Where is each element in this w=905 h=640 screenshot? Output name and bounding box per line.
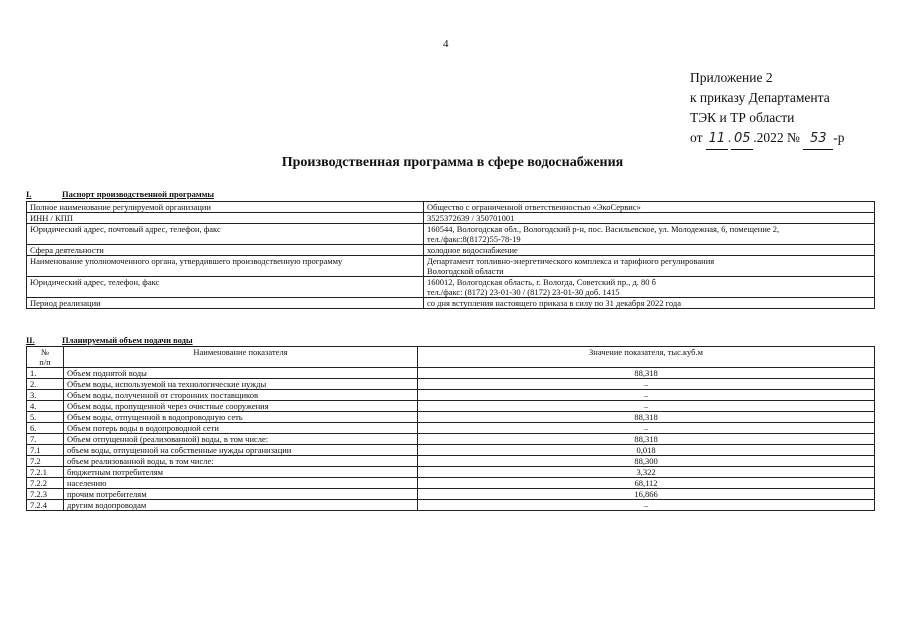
table-row [27, 489, 875, 500]
passport-value [424, 277, 875, 298]
table-row [27, 390, 875, 401]
row-number: 2. [27, 379, 64, 390]
passport-label: Полное наименование регулируемой организации [27, 202, 424, 213]
passport-value-line: тел./факс:8(8172)55-78-19 [427, 234, 521, 244]
passport-value [424, 224, 875, 245]
row-number: 5. [27, 412, 64, 423]
row-value: 0,018 [418, 445, 875, 456]
table-header-row [27, 347, 875, 368]
table-row [27, 478, 875, 489]
row-name: другим водопроводам [64, 500, 418, 511]
row-name: Объем воды, отпущенной в водопроводную сеть [64, 412, 418, 423]
row-number: 7.2.3 [27, 489, 64, 500]
page-number: 4 [443, 38, 449, 50]
passport-value [424, 245, 875, 256]
table-row [27, 224, 875, 245]
date-day: 11 [706, 129, 728, 150]
passport-label: Наименование уполномоченного органа, утвердившего производственную программу [27, 256, 424, 277]
date-prefix: от [690, 130, 703, 145]
section-1-heading [26, 189, 214, 199]
row-value: – [418, 423, 875, 434]
table-row [27, 245, 875, 256]
row-name: Объем воды, используемой на технологические нужды [64, 379, 418, 390]
section-1-number: I. [26, 189, 32, 199]
table-row [27, 456, 875, 467]
row-number: 7.2 [27, 456, 64, 467]
appendix-line-3: ТЭК и ТР области [690, 110, 795, 125]
table-row [27, 434, 875, 445]
section-2-title: Планируемый объем подачи воды [62, 335, 193, 345]
row-number: 7.2.2 [27, 478, 64, 489]
header-name: Наименование показателя [64, 347, 418, 368]
passport-value-line: Департамент топливно-энергетического комплекса и тарифного регулирования [427, 256, 715, 266]
row-number: 6. [27, 423, 64, 434]
passport-value-line: 160544, Вологодская обл., Вологодский р-н, пос. Васильевское, ул. Молодежная, 6, помещение 2, [427, 224, 780, 234]
table-row [27, 412, 875, 423]
table-row [27, 500, 875, 511]
passport-value-line: холодное водоснабжение [427, 245, 518, 255]
row-value: – [418, 500, 875, 511]
row-value: 88,318 [418, 434, 875, 445]
passport-label: Сфера деятельности [27, 245, 424, 256]
row-number: 3. [27, 390, 64, 401]
passport-value-line: 160012, Вологодская область, г. Вологда, Советский пр., д. 80 б [427, 277, 657, 287]
appendix-line-1: Приложение 2 [690, 70, 773, 85]
table-row [27, 379, 875, 390]
row-number: 4. [27, 401, 64, 412]
water-volume-table [26, 346, 875, 511]
order-suffix: -р [833, 130, 845, 145]
row-value: 88,318 [418, 368, 875, 379]
passport-value-line: Вологодской области [427, 266, 504, 276]
table-row [27, 368, 875, 379]
row-name: объем реализованной воды, в том числе: [64, 456, 418, 467]
appendix-line-2: к приказу Департамента [690, 90, 830, 105]
table-row [27, 298, 875, 309]
row-value: – [418, 390, 875, 401]
passport-label: Юридический адрес, телефон, факс [27, 277, 424, 298]
order-number: 53 [803, 129, 833, 150]
row-value: – [418, 379, 875, 390]
passport-value [424, 256, 875, 277]
appendix-block [690, 68, 845, 150]
table-row [27, 202, 875, 213]
section-1-title: Паспорт производственной программы [62, 189, 215, 199]
passport-value [424, 298, 875, 309]
passport-label: Юридический адрес, почтовый адрес, телефон, факс [27, 224, 424, 245]
appendix-date-line: от 11 . 05 .2022 № 53 -р [690, 128, 845, 150]
section-2-heading [26, 335, 193, 345]
row-number: 7. [27, 434, 64, 445]
row-name: Объем отпущенной (реализованной) воды, в том числе: [64, 434, 418, 445]
row-number: 7.2.1 [27, 467, 64, 478]
row-number: 1. [27, 368, 64, 379]
date-month: 05 [731, 129, 753, 150]
document-title: Производственная программа в сфере водоснабжения [281, 155, 624, 170]
row-value: 68,112 [418, 478, 875, 489]
row-name: объем воды, отпущенной на собственные нужды организации [64, 445, 418, 456]
passport-label: ИНН / КПП [27, 213, 424, 224]
row-name: бюджетным потребителям [64, 467, 418, 478]
row-number: 7.2.4 [27, 500, 64, 511]
row-value: 3,322 [418, 467, 875, 478]
row-name: населению [64, 478, 418, 489]
header-number [27, 347, 64, 368]
row-value: – [418, 401, 875, 412]
row-name: Объем потерь воды в водопроводной сети [64, 423, 418, 434]
passport-value-line: тел./факс: (8172) 23-01-30 / (8172) 23-01-30 доб. 1415 [427, 287, 620, 297]
passport-value-line: Общество с ограниченной ответственностью «ЭкоСервис» [427, 202, 641, 212]
table-row [27, 256, 875, 277]
date-year: .2022 № [753, 130, 800, 145]
row-name: Объем воды, полученной от сторонних поставщиков [64, 390, 418, 401]
table-row [27, 277, 875, 298]
row-value: 88,318 [418, 412, 875, 423]
passport-value-line: со дня вступления настоящего приказа в силу по 31 декабря 2022 года [427, 298, 681, 308]
header-number-line2: п/п [39, 357, 51, 367]
table-row [27, 445, 875, 456]
row-name: Объем воды, пропущенной через очистные сооружения [64, 401, 418, 412]
row-value: 16,866 [418, 489, 875, 500]
table-row [27, 467, 875, 478]
header-number-line1: № [40, 347, 50, 357]
passport-value [424, 202, 875, 213]
table-row [27, 213, 875, 224]
row-value: 88,300 [418, 456, 875, 467]
row-number: 7.1 [27, 445, 64, 456]
passport-label: Период реализации [27, 298, 424, 309]
row-name: Объем поднятой воды [64, 368, 418, 379]
section-2-number: II. [26, 335, 35, 345]
passport-value [424, 213, 875, 224]
passport-value-line: 3525372639 / 350701001 [427, 213, 515, 223]
table-row [27, 401, 875, 412]
header-value: Значение показателя, тыс.куб.м [418, 347, 875, 368]
passport-table [26, 201, 875, 309]
row-name: прочим потребителям [64, 489, 418, 500]
table-row [27, 423, 875, 434]
